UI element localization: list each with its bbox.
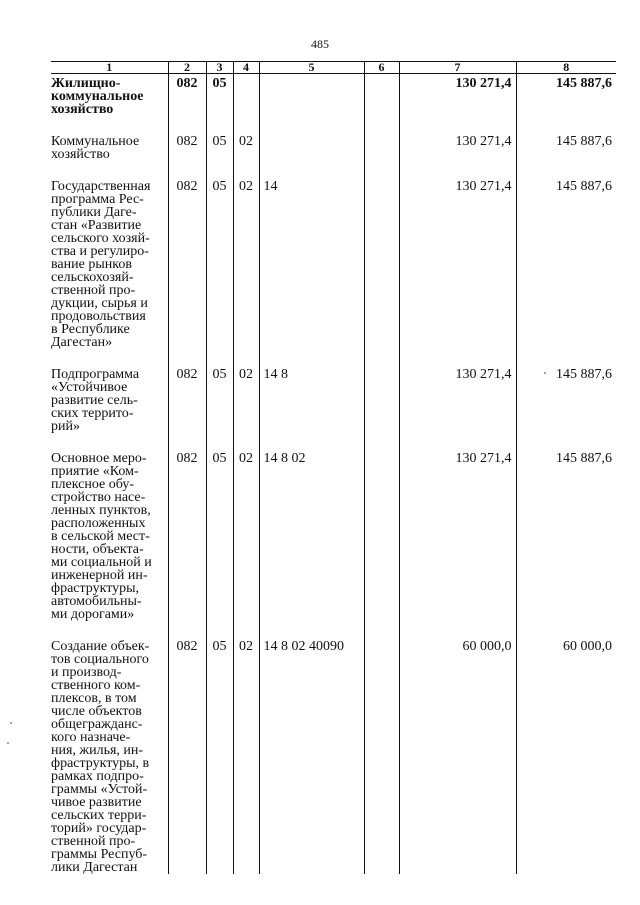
amount-cell: 145 887,6 (516, 365, 616, 449)
expense-type-cell (364, 365, 399, 449)
row-name-cell: Коммунальное хозяйство (51, 134, 140, 162)
expense-type-cell (364, 637, 399, 874)
code-cell: 082 (168, 365, 206, 449)
target-article-cell: 14 8 02 40090 (259, 637, 364, 874)
scan-speck (10, 722, 12, 724)
expense-type-cell (364, 449, 399, 637)
row-name-cell: Основное меро- приятие «Ком- плексное обу- стройство насе- ленных пунктов, расположенных в сельской мест- ности, объекта- ми социальной и инженерной ин- фраструктуры, автомобильны- ми дорогами» (51, 451, 152, 622)
header-row (51, 62, 616, 74)
table-row (51, 449, 616, 637)
col-header: 8 (516, 62, 616, 74)
row-name-cell: Государственная программа Рес- публики Даге- стан «Развитие сельского хозяй- ства и регулиро- вание рынков сельскохозяй- ственной про- дукции, сырья и продовольствия в Республике Дагестан» (51, 179, 151, 350)
target-article-cell: 14 8 (259, 365, 364, 449)
table-row (51, 365, 616, 449)
amount-cell: 60 000,0 (516, 637, 616, 874)
row-name-cell: Подпрограмма «Устойчивое развитие сель- ских террито- рий» (51, 367, 140, 434)
col-header: 4 (233, 62, 259, 74)
table-row (51, 132, 616, 177)
subsection-cell (233, 74, 259, 133)
amount-cell: 130 271,4 (399, 365, 516, 449)
subsection-cell: 02 (233, 177, 259, 365)
amount-cell: 130 271,4 (399, 74, 516, 133)
target-article-cell (259, 74, 364, 133)
code-cell: 082 (168, 177, 206, 365)
page-number: 485 (311, 37, 329, 51)
code-cell: 082 (168, 132, 206, 177)
subsection-cell: 02 (233, 365, 259, 449)
amount-cell: 145 887,6 (516, 74, 616, 133)
amount-cell: 130 271,4 (399, 177, 516, 365)
expense-type-cell (364, 132, 399, 177)
col-header: 3 (206, 62, 233, 74)
table-body (51, 74, 616, 875)
amount-cell: 145 887,6 (516, 449, 616, 637)
row-name-cell: Жилищно- коммунальное хозяйство (51, 76, 144, 117)
target-article-cell: 14 (259, 177, 364, 365)
amount-cell: 145 887,6 (516, 132, 616, 177)
target-article-cell: 14 8 02 (259, 449, 364, 637)
scan-speck (7, 742, 9, 744)
col-header: 2 (168, 62, 206, 74)
row-name-cell: Создание объек- тов социального и производ- ственного ком- плексов, в том числе объектов общегражданс- кого назначе- ния, жилья, ин- фраструктуры, в рамках подпро- граммы «Устой- чивое развитие сельских терри- торий» государ- ственной про- граммы Респуб- лики Дагестан (51, 639, 150, 875)
table-row (51, 637, 616, 874)
code-cell: 082 (168, 74, 206, 133)
section-cell: 05 (206, 132, 233, 177)
section-cell: 05 (206, 637, 233, 874)
section-cell: 05 (206, 449, 233, 637)
table-row (51, 177, 616, 365)
col-header: 5 (259, 62, 364, 74)
col-header: 7 (399, 62, 516, 74)
code-cell: 082 (168, 449, 206, 637)
section-cell: 05 (206, 74, 233, 133)
scan-speck (544, 372, 546, 374)
subsection-cell: 02 (233, 132, 259, 177)
code-cell: 082 (168, 637, 206, 874)
col-header: 1 (51, 62, 168, 74)
amount-cell: 130 271,4 (399, 132, 516, 177)
target-article-cell (259, 132, 364, 177)
table-row (51, 74, 616, 133)
subsection-cell: 02 (233, 449, 259, 637)
expense-type-cell (364, 74, 399, 133)
col-header: 6 (364, 62, 399, 74)
amount-cell: 60 000,0 (399, 637, 516, 874)
expense-type-cell (364, 177, 399, 365)
amount-cell: 145 887,6 (516, 177, 616, 365)
budget-table-wrapper (51, 60, 616, 875)
budget-table (51, 62, 616, 874)
section-cell: 05 (206, 177, 233, 365)
section-cell: 05 (206, 365, 233, 449)
subsection-cell: 02 (233, 637, 259, 874)
amount-cell: 130 271,4 (399, 449, 516, 637)
